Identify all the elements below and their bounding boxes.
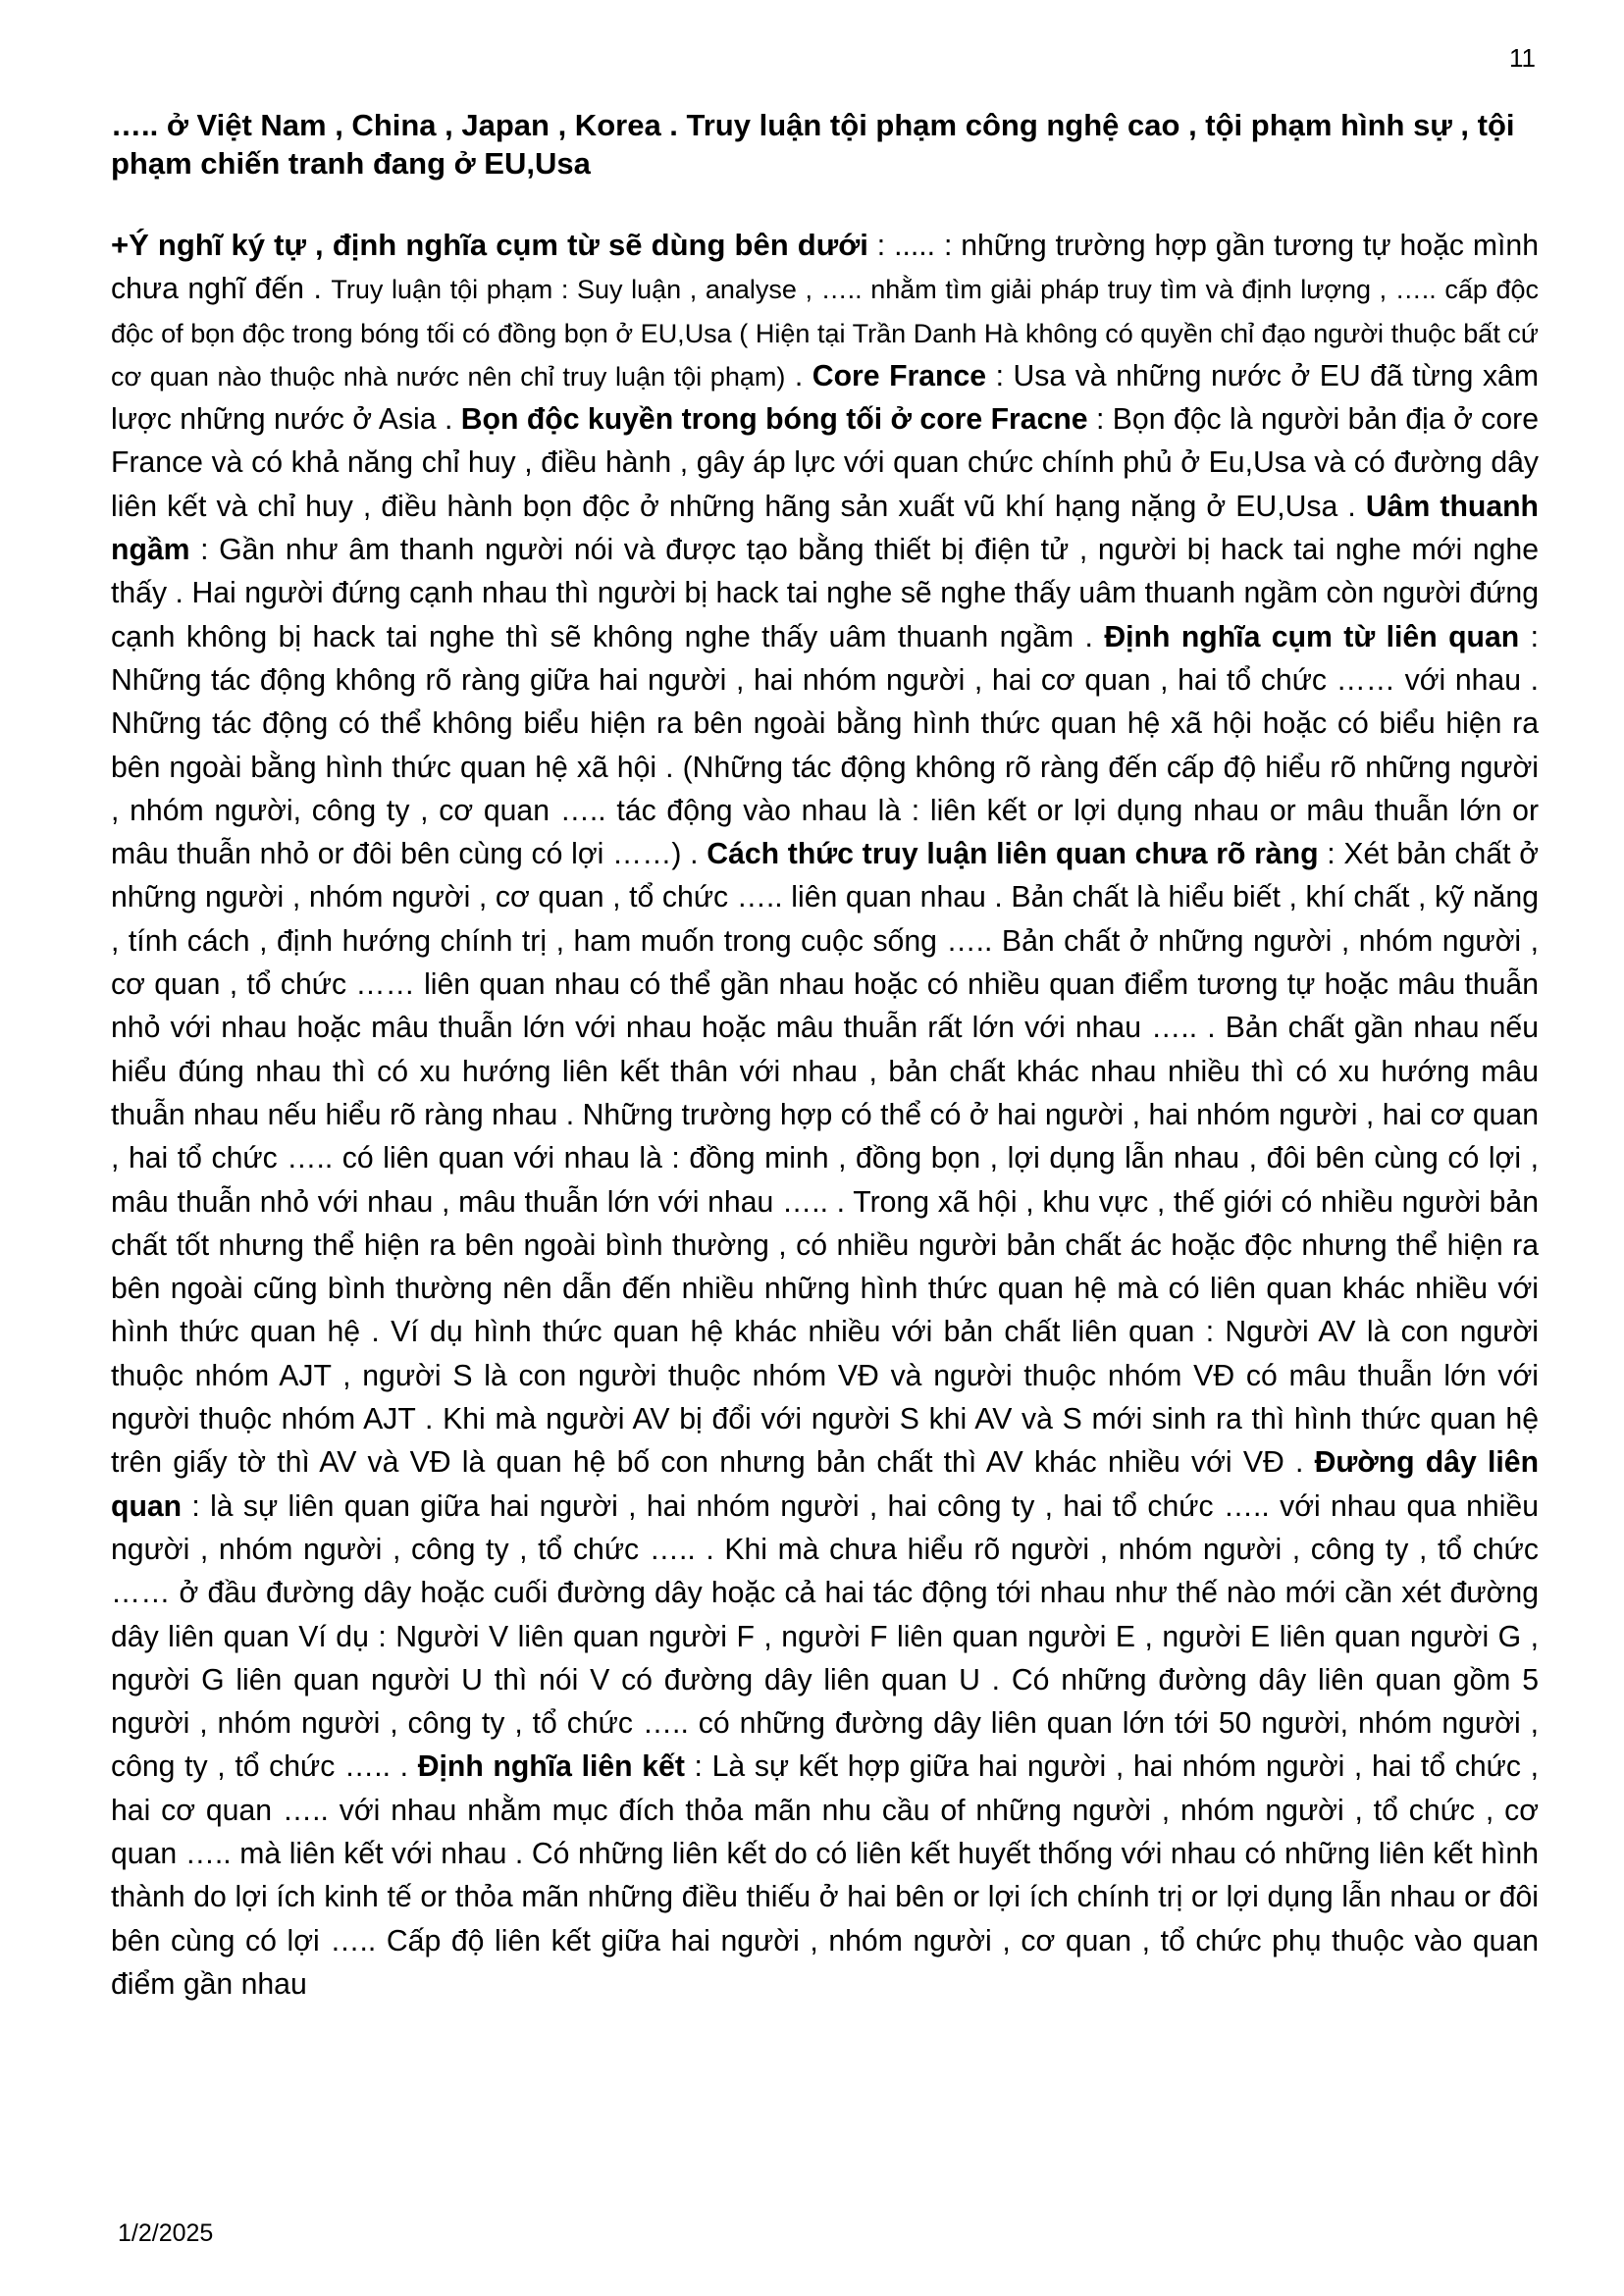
text-segment: : Gần như âm thanh người nói và được tạo bằng thiết bị điện tử , người bị hack tai nghe mới nghe thấy . Hai người đứng cạnh nhau thì người bị hack tai nghe sẽ nghe thấy uâm thuanh ngầm còn người đứng cạnh không bị hack tai nghe thì sẽ không nghe thấy uâm thuanh ngầm . [111, 534, 1539, 653]
term-core-france: Core France [812, 359, 987, 392]
text-segment: : Là sự kết hợp giữa hai người , hai nhóm người , hai tổ chức , hai cơ quan ….. với nhau nhằm mục đích thỏa mãn nhu cầu of những người , nhóm người , tổ chức , cơ quan ….. mà liên kết với nhau . Có những liên kết do có liên kết huyết thống với nhau có những liên kết hình thành do lợi ích kinh tế or thỏa mãn những điều thiếu ở hai bên or lợi ích chính trị or lợi dụng lẫn nhau or đôi bên cùng có lợi ….. Cấp độ liên kết giữa hai người , nhóm người , cơ quan , tổ chức phụ thuộc vào quan điểm gần nhau [111, 1750, 1540, 2001]
term-link-definition: Định nghĩa liên kết [417, 1750, 685, 1784]
term-related-definition: Định nghĩa cụm từ liên quan [1104, 620, 1520, 653]
definitions-paragraph [111, 224, 1539, 2007]
text-segment: : Usa và những nước ở EU đã từng xâm lược những nước ở Asia . [111, 359, 1539, 437]
text-segment: : là sự liên quan giữa hai người , hai nhóm người , hai công ty , hai tổ chức ….. với nhau qua nhiều người , nhóm người , công ty , tổ chức ….. . Khi mà chưa hiểu rõ người , nhóm người , công ty , tổ chức …… ở đầu đường dây hoặc cuối đường dây hoặc cả hai tác động tới nhau như thế nào mới cần xét đường dây liên quan Ví dụ : Người V liên quan người F , người F liên quan người E , người E liên quan người G , người G liên quan người U thì nói V có đường dây liên quan U . Có những đường dây liên quan gồm 5 người , nhóm người , công ty , tổ chức ….. có những đường dây liên quan lớn tới 50 người, nhóm người , công ty , tổ chức ….. . [111, 1489, 1539, 1784]
text-segment: : ..... : những trường hợp gần tương tự hoặc mình chưa nghĩ đến . [111, 230, 1540, 306]
document-body [111, 106, 1539, 2007]
footer-date: 1/2/2025 [118, 2219, 214, 2247]
term-shadow-group: Bọn độc kuyền trong bóng tối ở core Fracne [460, 403, 1088, 437]
term-symbol-meaning: +Ý nghĩ ký tự , định nghĩa cụm từ sẽ dùng bên dưới [111, 228, 868, 262]
document-heading: ….. ở Việt Nam , China , Japan , Korea . Truy luận tội phạm công nghệ cao , tội phạm hình sự , tội phạm chiến tranh đang ở EU,Usa [111, 108, 1515, 181]
text-segment: : Xét bản chất ở những người , nhóm người , cơ quan , tổ chức ….. liên quan nhau . Bản chất là hiểu biết , khí chất , kỹ năng , tính cách , định hướng chính trị , ham muốn trong cuộc sống ….. Bản chất ở những người , nhóm người , cơ quan , tổ chức …… liên quan nhau có thể gần nhau hoặc có nhiều quan điểm tương tự hoặc mâu thuẫn nhỏ với nhau hoặc mâu thuẫn lớn với nhau hoặc mâu thuẫn rất lớn với nhau ….. . Bản chất gần nhau nếu hiểu đúng nhau thì có xu hướng liên kết thân với nhau , bản chất khác nhau nhiều thì có xu hướng mâu thuẫn nhau nếu hiểu rõ ràng nhau . Những trường hợp có thể có ở hai người , hai nhóm người , hai cơ quan , hai tổ chức ….. có liên quan với nhau là : đồng minh , đồng bọn , lợi dụng lẫn nhau , đôi bên cùng có lợi , mâu thuẫn nhỏ với nhau , mâu thuẫn lớn với nhau ….. . Trong xã hội , khu vực , thế giới có nhiều người bản chất tốt nhưng thể hiện ra bên ngoài bình thường , có nhiều người bản chất ác hoặc độc nhưng thể hiện ra bên ngoài cũng bình thường nên dẫn đến nhiều những hình thức quan hệ mà có liên quan khác nhiều với hình thức quan hệ . Ví dụ hình thức quan hệ khác nhiều với bản chất liên quan : Người AV là con người thuộc nhóm AJT , người S là con người thuộc nhóm VĐ và người thuộc nhóm VĐ có mâu thuẫn lớn với người thuộc nhóm AJT . Khi mà người AV bị đổi với người S khi AV và S mới sinh ra thì hình thức quan hệ trên giấy tờ thì AV và VĐ là quan hệ bố con nhưng bản chất thì AV khác nhiều với VĐ . [111, 838, 1540, 1480]
text-segment: : Những tác động không rõ ràng giữa hai người , hai nhóm người , hai cơ quan , hai tổ chức …… với nhau . Những tác động có thể không biểu hiện ra bên ngoài bằng hình thức quan hệ xã hội hoặc có biểu hiện ra bên ngoài bằng hình thức quan hệ xã hội . (Những tác động không rõ ràng đến cấp độ hiểu rõ những người , nhóm người, công ty , cơ quan ….. tác động vào nhau là : liên kết or lợi dụng nhau or mâu thuẫn lớn or mâu thuẫn nhỏ or đôi bên cùng có lợi ……) . [111, 620, 1540, 871]
page-number: 11 [1509, 43, 1536, 73]
text-segment: Truy luận tội phạm : Suy luận , analyse , ….. nhằm tìm giải pháp truy tìm và định lượng , ….. cấp độc độc of bọn độc trong bóng tối có đồng bọn ở EU,Usa ( Hiện tại Trần Danh Hà không có quyền chỉ đạo người thuộc bất cứ cơ quan nào thuộc nhà nước nên chỉ truy luận tội phạm) [111, 275, 1539, 391]
term-inference-method: Cách thức truy luận liên quan chưa rõ ràng [707, 838, 1319, 871]
text-segment: . [785, 359, 812, 392]
text-segment: : Bọn độc là người bản địa ở core France và có khả năng chỉ huy , điều hành , gây áp lực với quan chức chính phủ ở Eu,Usa và có đường dây liên kết và chỉ huy , điều hành bọn độc ở những hãng sản xuất vũ khí hạng nặng ở EU,Usa . [111, 403, 1539, 523]
term-hidden-sound: Uâm thuanh ngầm [111, 490, 1539, 567]
term-related-chain: Đường dây liên quan [111, 1446, 1540, 1523]
